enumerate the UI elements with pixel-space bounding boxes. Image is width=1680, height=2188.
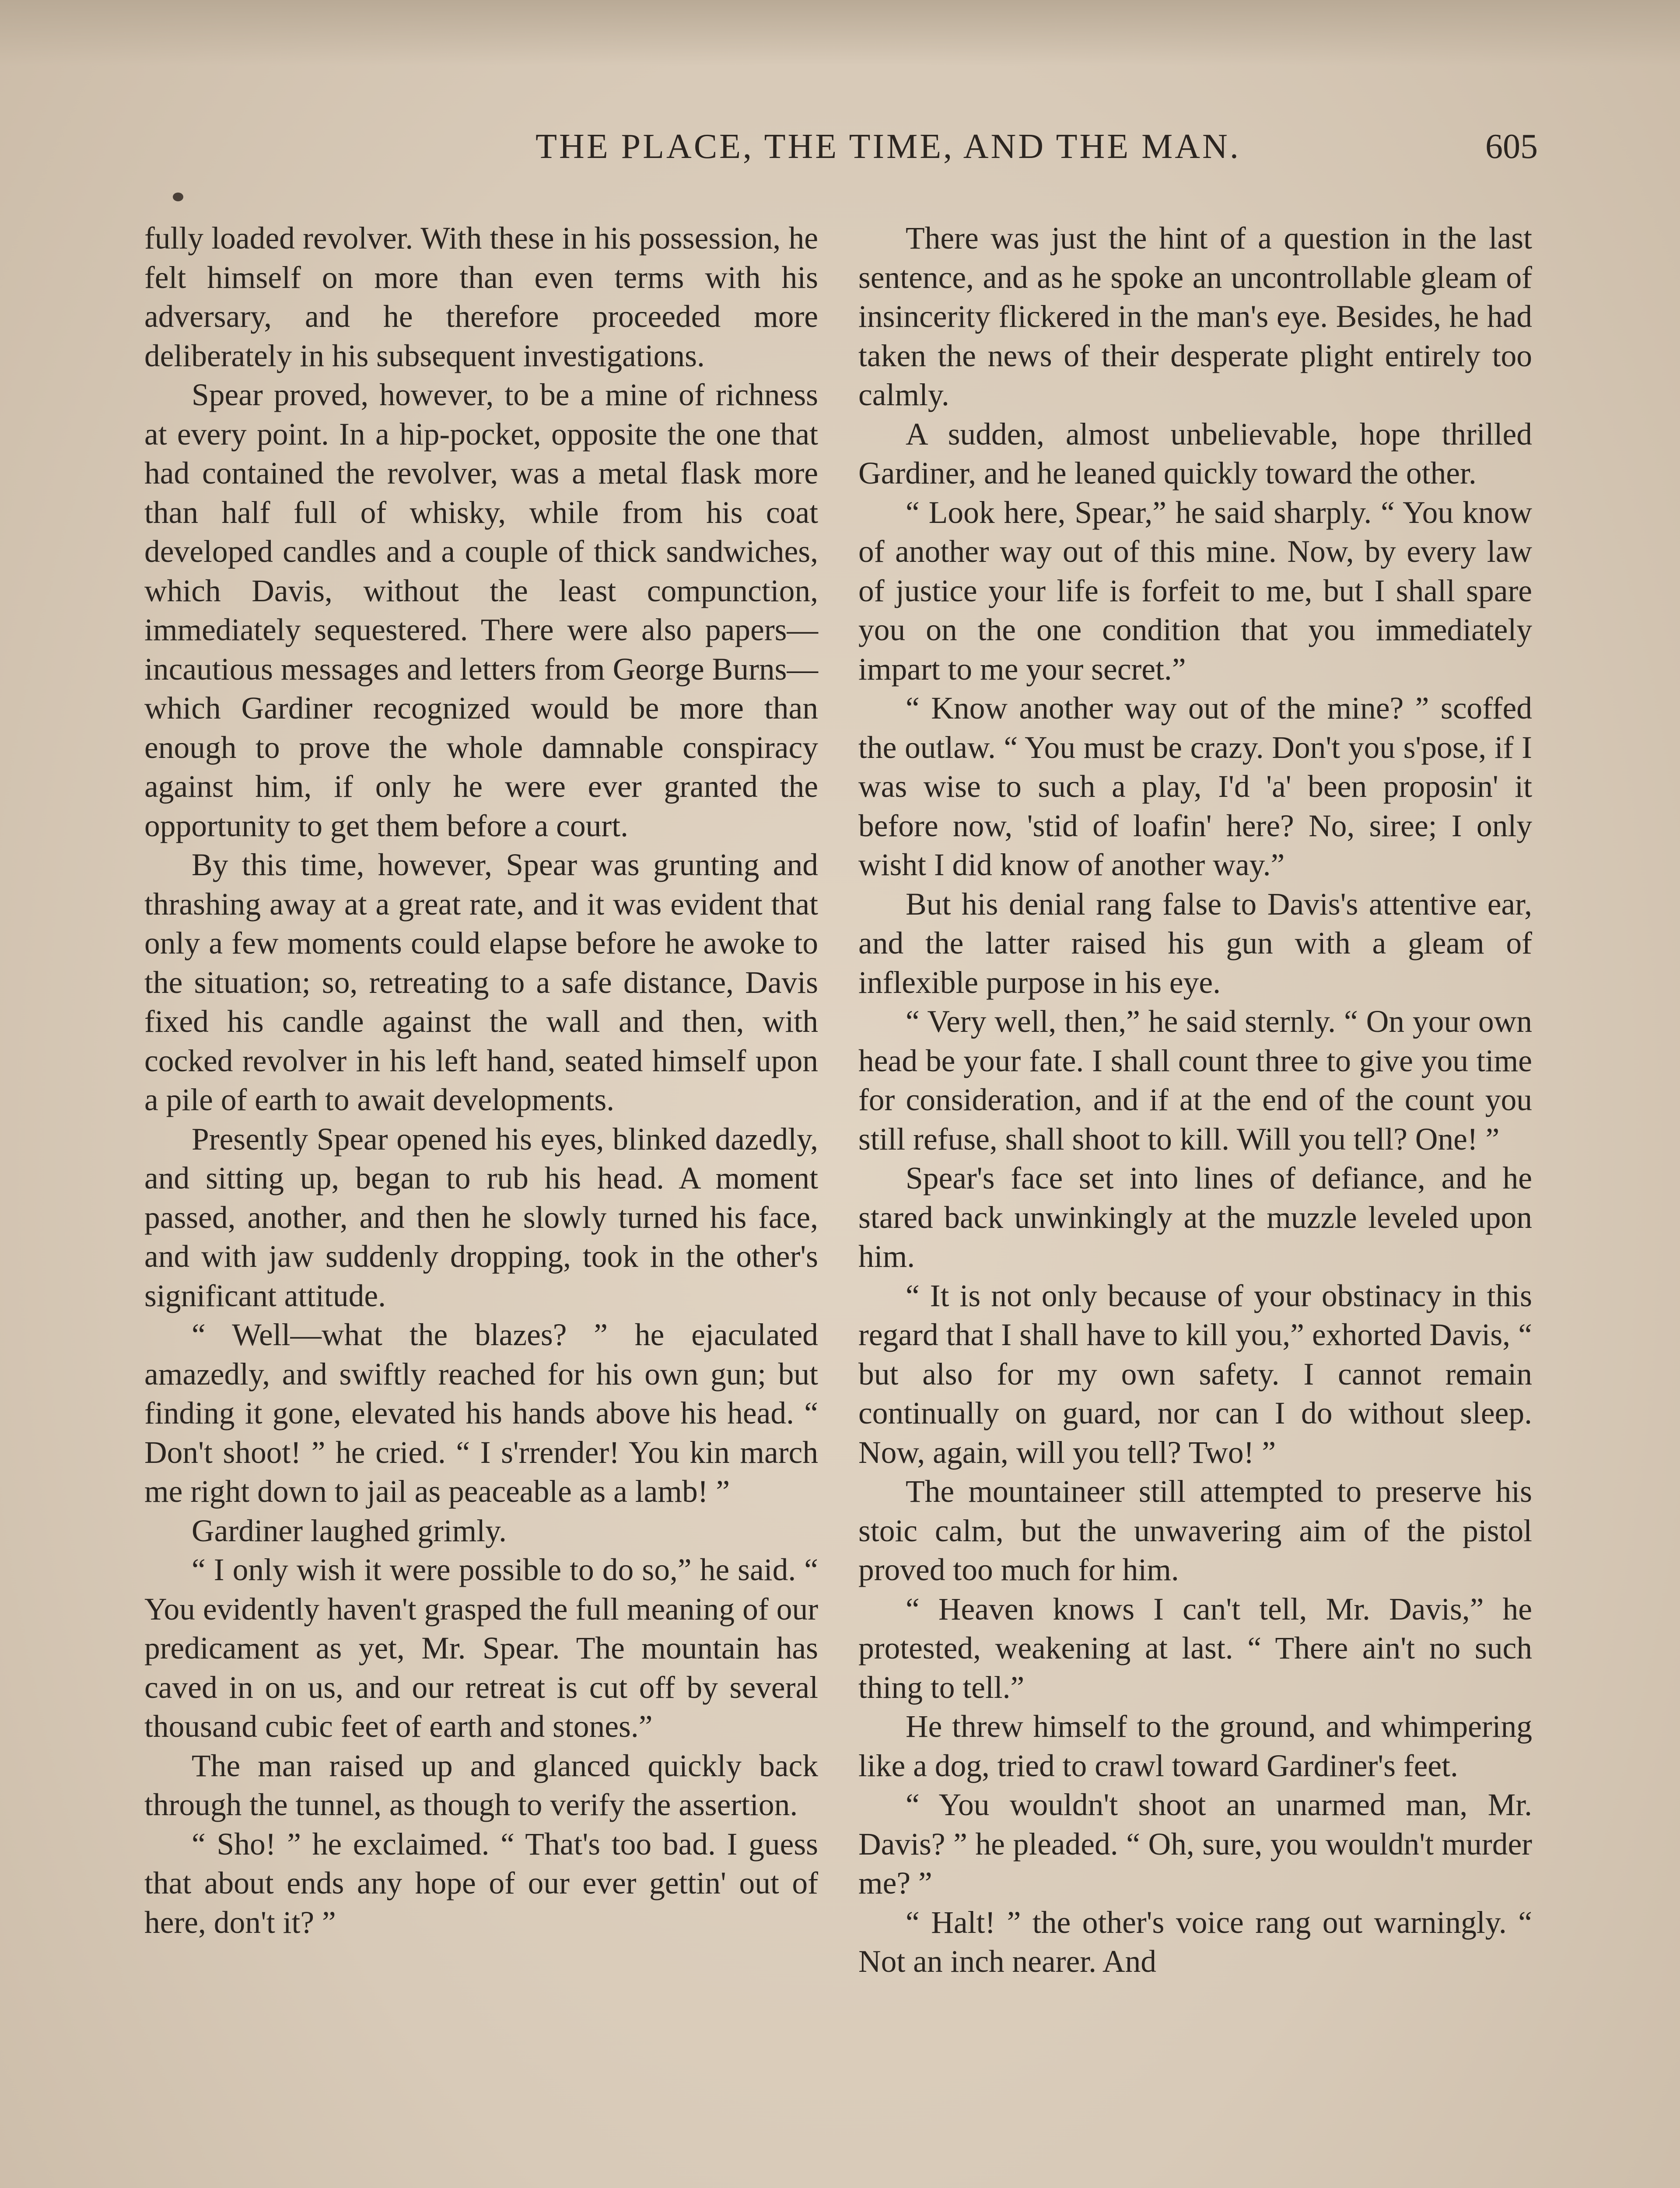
paragraph: The man raised up and glanced quickly back through the tunnel, as though to verify the assertion. [144,1748,818,1822]
paragraph: “ Halt! ” the other's voice rang out warningly. “ Not an inch nearer. And [858,1905,1532,1979]
ink-speck [173,193,183,201]
paragraph: The mountaineer still attempted to preserve his stoic calm, but the unwavering aim of the pistol proved too much for him. [858,1474,1532,1587]
paragraph: “ Know another way out of the mine? ” scoffed the outlaw. “ You must be crazy. Don't you s'pose, if I was wise to such a play, I'd 'a' been proposin' it before now, 'stid of loafin' here? No, siree; I only wisht I did know of another way.” [858,691,1532,882]
right-column [858,219,1532,1981]
page-shadow [0,0,1680,66]
paragraph: fully loaded revolver. With these in his possession, he felt himself on more than even terms with his adversary, and he therefore proceeded more deliberately in his subsequent investigations. [144,221,818,373]
paragraph: There was just the hint of a question in the last sentence, and as he spoke an uncontrollable gleam of insincerity flickered in the man's eye. Besides, he had taken the news of their desperate plight entirely too calmly. [858,221,1532,412]
paragraph: “ You wouldn't shoot an unarmed man, Mr. Davis? ” he pleaded. “ Oh, sure, you wouldn't murder me? ” [858,1788,1532,1900]
paragraph: “ I only wish it were possible to do so,” he said. “ You evidently haven't grasped the full meaning of our predicament as yet, Mr. Spear. The mountain has caved in on us, and our retreat is cut off by several thousand cubic feet of earth and stones.” [144,1553,818,1744]
paragraph: But his denial rang false to Davis's attentive ear, and the latter raised his gun with a gleam of inflexible purpose in his eye. [858,887,1532,1000]
paragraph: “ Sho! ” he exclaimed. “ That's too bad. I guess that about ends any hope of our ever gettin' out of here, don't it? ” [144,1827,818,1940]
paragraph: Gardiner laughed grimly. [192,1513,507,1548]
paragraph: Spear's face set into lines of defiance, and he stared back unwinkingly at the muzzle leveled upon him. [858,1161,1532,1274]
paragraph: Presently Spear opened his eyes, blinked dazedly, and sitting up, began to rub his head. A moment passed, another, and then he slowly turned his face, and with jaw suddenly dropping, took in the other's significant attitude. [144,1122,818,1313]
paragraph: “ Heaven knows I can't tell, Mr. Davis,” he protested, weakening at last. “ There ain't no such thing to tell.” [858,1592,1532,1705]
paragraph: A sudden, almost unbelievable, hope thrilled Gardiner, and he leaned quickly toward the other. [858,417,1532,491]
paragraph: “ Look here, Spear,” he said sharply. “ You know of another way out of this mine. Now, by every law of justice your life is forfeit to me, but I shall spare you on the one condition that you immediately impart to me your secret.” [858,495,1532,687]
paragraph: “ It is not only because of your obstinacy in this regard that I shall have to kill you,” exhorted Davis, “ but also for my own safety. I cannot remain continually on guard, nor can I do without sleep. Now, again, will you tell? Two! ” [858,1278,1532,1470]
paragraph: Spear proved, however, to be a mine of richness at every point. In a hip-pocket, opposite the one that had contained the revolver, was a metal flask more than half full of whisky, while from his coat developed candles and a couple of thick sandwiches, which Davis, without the least compunction, immediately sequestered. There were also papers—incautious messages and letters from George Burns—which Gardiner recognized would be more than enough to prove the whole damnable conspiracy against him, if only he were ever granted the opportunity to get them before a court. [144,378,818,843]
paragraph: He threw himself to the ground, and whimpering like a dog, tried to crawl toward Gardiner's feet. [858,1709,1532,1783]
paragraph: “ Well—what the blazes? ” he ejaculated amazedly, and swiftly reached for his own gun; but finding it gone, elevated his hands above his head. “ Don't shoot! ” he cried. “ I s'rrender! You kin march me right down to jail as peaceable as a lamb! ” [144,1318,818,1509]
paragraph: By this time, however, Spear was grunting and thrashing away at a great rate, and it was evident that only a few moments could elapse before he awoke to the situation; so, retreating to a safe distance, Davis fixed his candle against the wall and then, with cocked revolver in his left hand, seated himself upon a pile of earth to await developments. [144,848,818,1117]
running-title: THE PLACE, THE TIME, AND THE MAN. [536,127,1241,166]
paragraph: “ Very well, then,” he said sternly. “ On your own head be your fate. I shall count three to give you time for consideration, and if at the end of the count you still refuse, shall shoot to kill. Will you tell? One! ” [858,1004,1532,1157]
page-number: 605 [1485,127,1538,166]
left-column [144,219,818,1942]
